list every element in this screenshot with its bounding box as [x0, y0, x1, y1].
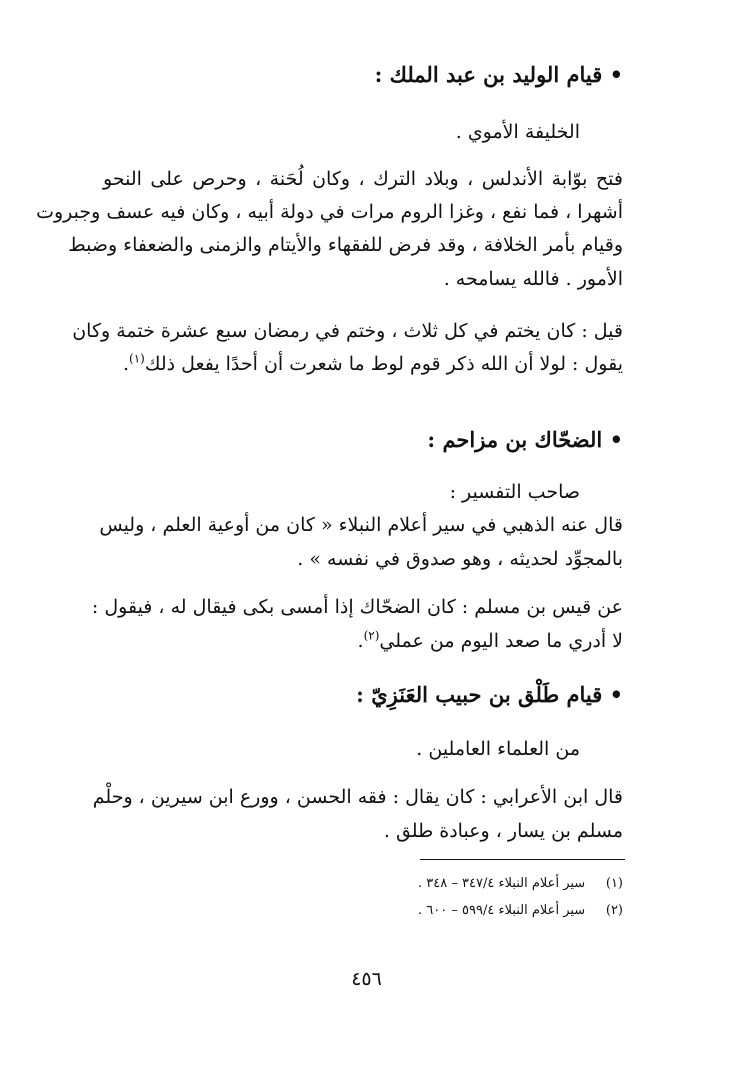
bullet-icon: •	[609, 427, 623, 452]
footnote-divider	[420, 859, 625, 860]
footnote-ref: (١)	[129, 351, 145, 366]
sentence-end: .	[357, 630, 364, 652]
page-number: ٤٥٦	[351, 968, 382, 990]
paragraph-line: قال عنه الذهبي في سير أعلام النبلاء « كان من أوعية العلم ، وليس	[99, 514, 623, 536]
paragraph-line: عن قيس بن مسلم : كان الضحّاك إذا أمسى بكى فيقال له ، فيقول :	[91, 596, 623, 618]
section-subtitle: صاحب التفسير :	[449, 481, 580, 503]
sentence-end: .	[122, 353, 130, 375]
bullet-icon: •	[609, 682, 623, 707]
footnote-ref: (٢)	[363, 628, 380, 643]
footnote-text: سير أعلام النبلاء ٥٩٩/٤ – ٦٠٠ .	[418, 903, 586, 918]
paragraph-line: الأمور . فالله يسامحه .	[443, 268, 623, 290]
paragraph-line: بالمجوِّد لحديثه ، وهو صدوق في نفسه » .	[297, 548, 623, 570]
paragraph-line: أشهرا ، فما نفع ، وغزا الروم مرات في دولة أبيه ، وكان فيه عسف وجبروت	[36, 201, 623, 223]
footnote	[418, 903, 623, 919]
paragraph-line: فتح بوّابة الأندلس ، وبلاد الترك ، وكان لُحَنة ، وحرص على النحو	[103, 168, 623, 190]
paragraph-line: قال ابن الأعرابي : كان يقال : فقه الحسن ، وورع ابن سيرين ، وحلْم	[92, 786, 623, 808]
section-heading	[356, 682, 623, 707]
footnote-number: (٢)	[605, 903, 623, 918]
footnote-text: سير أعلام النبلاء ٣٤٧/٤ – ٣٤٨ .	[418, 876, 586, 891]
paragraph-line-with-note	[123, 353, 623, 376]
footnote-number: (١)	[605, 876, 623, 891]
heading-text: الضحّاك بن مزاحم :	[427, 427, 603, 452]
paragraph-line: قيل : كان يختم في كل ثلاث ، وختم في رمضان سبع عشرة ختمة وكان	[72, 320, 623, 342]
footnote	[418, 876, 623, 892]
section-heading	[375, 62, 623, 87]
heading-text: قيام طَلْق بن حبيب العَنَزِيّ :	[356, 682, 603, 707]
paragraph-line: مسلم بن يسار ، وعبادة طلق .	[383, 820, 623, 842]
section-subtitle: من العلماء العاملين .	[416, 738, 580, 760]
paragraph-line: وقيام بأمر الخلافة ، وقد فرض للفقهاء والأيتام والزمنى والضعفاء وضبط	[68, 234, 623, 256]
heading-text: قيام الوليد بن عبد الملك :	[374, 62, 603, 87]
paragraph-text: يقول : لولا أن الله ذكر قوم لوط ما شعرت أن أحدًا يفعل ذلك	[144, 353, 623, 375]
paragraph-line-with-note	[358, 630, 623, 653]
bullet-icon: •	[609, 62, 623, 87]
section-subtitle: الخليفة الأموي .	[455, 121, 580, 143]
section-heading	[427, 427, 623, 452]
paragraph-text: لا أدري ما صعد اليوم من عملي	[379, 630, 623, 652]
